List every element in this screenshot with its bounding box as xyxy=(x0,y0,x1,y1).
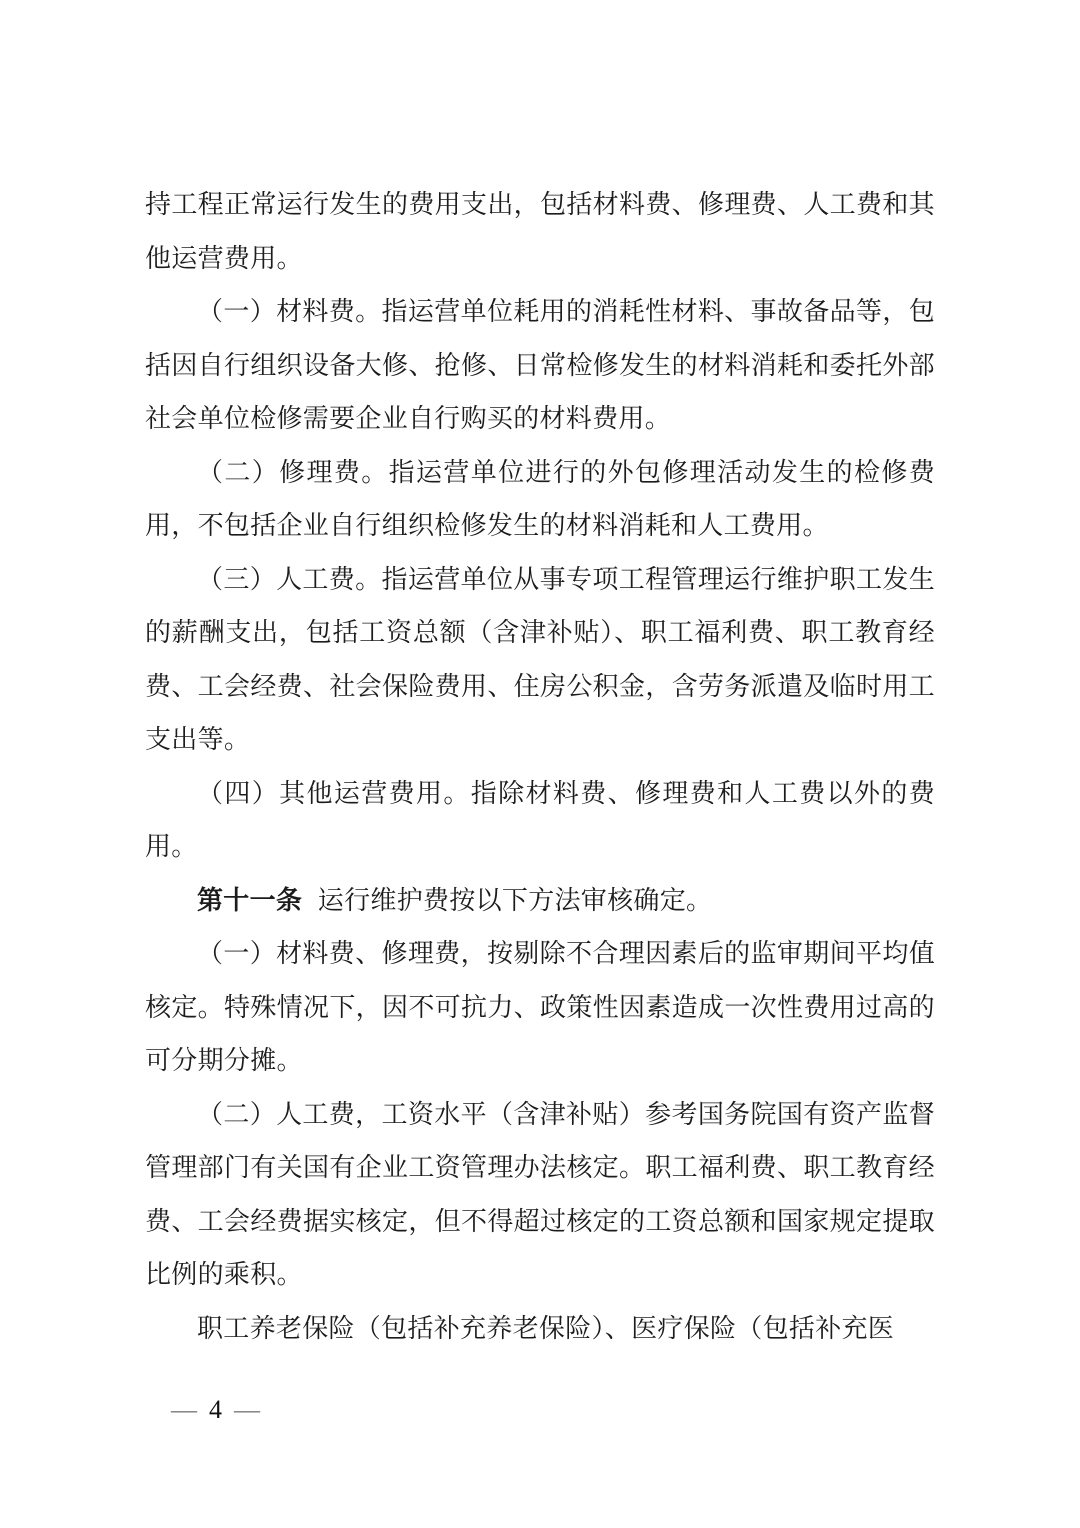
paragraph-method-2-labor: （二）人工费，工资水平（含津补贴）参考国务院国有资产监督管理部门有关国有企业工资管理办法核定。职工福利费、职工教育经费、工会经费据实核定，但不得超过核定的工资总额和国家规定提取比例的乘积。 xyxy=(145,1099,935,1289)
paragraph-article-11 xyxy=(145,874,935,928)
paragraph-item-2-repair-fee: （二）修理费。指运营单位进行的外包修理活动发生的检修费用，不包括企业自行组织检修发生的材料消耗和人工费用。 xyxy=(145,457,935,540)
page-footer xyxy=(145,1362,260,1458)
paragraph-method-1-material-repair: （一）材料费、修理费，按剔除不合理因素后的监审期间平均值核定。特殊情况下，因不可抗力、政策性因素造成一次性费用过高的可分期分摊。 xyxy=(145,939,935,1075)
paragraph-item-1-material-fee: （一）材料费。指运营单位耗用的消耗性材料、事故备品等，包括因自行组织设备大修、抢修、日常检修发生的材料消耗和委托外部社会单位检修需要企业自行购买的材料费用。 xyxy=(145,297,935,433)
document-body-text xyxy=(145,178,935,1355)
paragraph-insurance-cutoff: 职工养老保险（包括补充养老保险）、医疗保险（包括补充医 xyxy=(197,1313,895,1343)
page-number: 4 xyxy=(209,1395,222,1424)
paragraph-item-3-labor-fee: （三）人工费。指运营单位从事专项工程管理运行维护职工发生的薪酬支出，包括工资总额（含津补贴）、职工福利费、职工教育经费、工会经费、社会保险费用、住房公积金，含劳务派遣及临时用工支出等。 xyxy=(145,564,935,754)
article-11-number: 第十一条 xyxy=(197,884,303,915)
footer-left-dash: — xyxy=(171,1395,197,1424)
article-11-text: 运行维护费按以下方法审核确定。 xyxy=(317,885,713,915)
paragraph-item-4-other-operating-fee: （四）其他运营费用。指除材料费、修理费和人工费以外的费用。 xyxy=(145,778,935,861)
paragraph-continuation-from-previous-page: 持工程正常运行发生的费用支出，包括材料费、修理费、人工费和其他运营费用。 xyxy=(145,190,935,273)
footer-right-dash: — xyxy=(234,1395,260,1424)
